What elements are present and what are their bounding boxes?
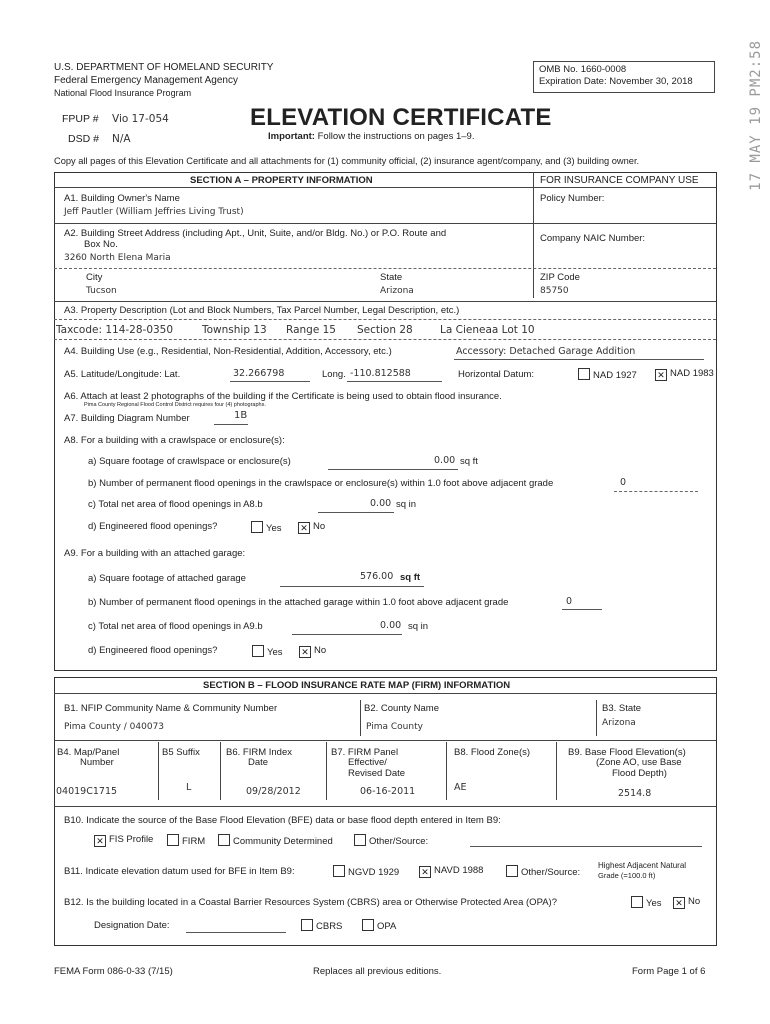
a8c-value[interactable]: 0.00 (370, 498, 392, 509)
a8d-no-checkbox[interactable] (298, 522, 310, 534)
a8b-label: b) Number of permanent flood openings in the crawlspace or enclosure(s) within 1.0 foot above adjacent grade (88, 478, 554, 489)
important-note (268, 131, 474, 142)
a3-township[interactable]: Township 13 (202, 324, 267, 336)
b10-fis-option[interactable] (94, 834, 153, 847)
b11-note-line2: Grade (=100.0 ft) (598, 871, 656, 880)
a8b-value[interactable]: 0 (620, 477, 627, 488)
form-number: FEMA Form 086-0-33 (7/15) (54, 966, 173, 977)
nad1983-label: NAD 1983 (670, 368, 714, 379)
b10-firm-label: FIRM (182, 836, 206, 847)
b8-label: B8. Flood Zone(s) (454, 747, 531, 758)
b11-other-option[interactable] (506, 865, 580, 878)
fpup-value: Vio 17-054 (112, 113, 169, 125)
a2-street-address[interactable]: 3260 North Elena Maria (64, 253, 171, 263)
opa-label: OPA (377, 921, 397, 932)
a3-range[interactable]: Range 15 (286, 324, 336, 336)
a9a-label: a) Square footage of attached garage (88, 573, 246, 584)
important-label: Important: (268, 131, 315, 142)
b11-other-label: Other/Source: (521, 867, 581, 878)
b9-label-cont1: (Zone AO, use Base (596, 757, 682, 768)
a8c-label: c) Total net area of flood openings in A8.b (88, 499, 263, 510)
b10-firm-option[interactable] (167, 834, 205, 847)
section-a-title: SECTION A – PROPERTY INFORMATION (190, 175, 373, 186)
b12-label: B12. Is the building located in a Coastal Barrier Resources System (CBRS) area or Otherwise Protected Area (OPA)? (64, 897, 557, 908)
a9d-yes-label: Yes (267, 647, 283, 658)
a9b-value[interactable]: 0 (566, 596, 573, 607)
a5-datum-label: Horizontal Datum: (458, 369, 535, 380)
b4-label-cont: Number (80, 757, 114, 768)
b12-yes-checkbox[interactable] (631, 896, 643, 908)
a8c-unit: sq in (396, 499, 417, 510)
a9c-value[interactable]: 0.00 (380, 620, 402, 631)
b7-label: B7. FIRM Panel (331, 747, 399, 758)
b10-firm-checkbox[interactable] (167, 834, 179, 846)
b9-label-cont2: Flood Depth) (612, 768, 667, 779)
a3-label: A3. Property Description (Lot and Block Numbers, Tax Parcel Number, Legal Description, etc.) (64, 305, 460, 316)
a8d-no-label: No (313, 521, 326, 532)
received-stamp: 17 MAY 19 PM2:58 (748, 40, 764, 191)
nad1927-checkbox[interactable] (578, 368, 590, 380)
nad1983-option[interactable] (655, 368, 714, 381)
a9d-no-checkbox[interactable] (299, 646, 311, 658)
cbrs-option[interactable] (301, 919, 342, 932)
expiration-date: Expiration Date: November 30, 2018 (539, 76, 693, 87)
agency-name: U.S. DEPARTMENT OF HOMELAND SECURITY (54, 62, 274, 73)
b10-other-checkbox[interactable] (354, 834, 366, 846)
a3-taxcode[interactable]: Taxcode: 114-28-0350 (56, 324, 174, 336)
b2-label: B2. County Name (364, 703, 439, 714)
a9a-unit: sq ft (400, 572, 421, 583)
a4-building-use[interactable]: Accessory: Detached Garage Addition (456, 346, 636, 357)
a9c-unit: sq in (408, 621, 429, 632)
nad1983-checkbox[interactable] (655, 369, 667, 381)
a8a-label: a) Square footage of crawlspace or enclosure(s) (88, 456, 291, 467)
replaces-note: Replaces all previous editions. (313, 966, 442, 977)
opa-checkbox[interactable] (362, 919, 374, 931)
fpup-label: FPUP # (62, 113, 99, 125)
b10-label: B10. Indicate the source of the Base Flood Elevation (BFE) data or base flood depth entered in Item B9: (64, 815, 501, 826)
a3-section[interactable]: Section 28 (357, 324, 413, 336)
naic-label: Company NAIC Number: (540, 233, 646, 244)
a9a-value[interactable]: 576.00 (360, 571, 394, 582)
a3-lot[interactable]: La Cieneaa Lot 10 (440, 324, 535, 336)
a5-longitude[interactable]: -110.812588 (350, 368, 411, 379)
nad1927-option[interactable] (578, 368, 637, 381)
b11-other-checkbox[interactable] (506, 865, 518, 877)
b6-label: B6. FIRM Index (226, 747, 292, 758)
omb-number: OMB No. 1660-0008 (539, 64, 627, 75)
b5-label: B5 Suffix (162, 747, 200, 758)
b10-community-checkbox[interactable] (218, 834, 230, 846)
state-value[interactable]: Arizona (380, 286, 414, 296)
b6-firm-index-date[interactable]: 09/28/2012 (246, 786, 301, 797)
a9c-label: c) Total net area of flood openings in A9.b (88, 621, 263, 632)
a9b-label: b) Number of permanent flood openings in the attached garage within 1.0 foot above adjacent grade (88, 597, 509, 608)
b7-label-cont2: Revised Date (348, 768, 406, 779)
page-number: Form Page 1 of 6 (632, 966, 706, 977)
cbrs-label: CBRS (316, 921, 343, 932)
b2-county[interactable]: Pima County (366, 722, 423, 732)
zip-value[interactable]: 85750 (540, 286, 569, 296)
b11-ngvd-checkbox[interactable] (333, 865, 345, 877)
a1-owner-name[interactable]: Jeff Pautler (William Jeffries Living Trust) (64, 207, 244, 217)
b1-community[interactable]: Pima County / 040073 (64, 722, 165, 732)
b11-navd-label: NAVD 1988 (434, 865, 484, 876)
b7-label-cont1: Effective/ (348, 757, 387, 768)
a2-label-cont: Box No. (84, 239, 118, 250)
a9-label: A9. For a building with an attached garage: (64, 548, 246, 559)
a8d-yes-checkbox[interactable] (251, 521, 263, 533)
dsd-value: N/A (112, 133, 131, 145)
a2-label: A2. Building Street Address (including Apt., Unit, Suite, and/or Bldg. No.) or P.O. Route and (64, 228, 447, 239)
b3-label: B3. State (602, 703, 642, 714)
a4-label: A4. Building Use (e.g., Residential, Non-Residential, Addition, Accessory, etc.) (64, 346, 392, 357)
a5-label: A5. Latitude/Longitude: Lat. (64, 369, 181, 380)
b9-base-flood-elevation[interactable]: 2514.8 (618, 788, 652, 799)
a1-label: A1. Building Owner's Name (64, 193, 180, 204)
b12-yes-label: Yes (646, 898, 662, 909)
a8a-value[interactable]: 0.00 (434, 455, 456, 466)
a7-diagram-number[interactable]: 1B (234, 410, 248, 421)
a9d-yes-option[interactable] (252, 645, 283, 658)
b10-community-label: Community Determined (233, 836, 333, 847)
b5-suffix[interactable]: L (186, 782, 192, 793)
b10-other-label: Other/Source: (369, 836, 429, 847)
a6-label: A6. Attach at least 2 photographs of the building if the Certificate is being used to obtain flood insurance. (64, 391, 502, 402)
b6-label-cont: Date (248, 757, 269, 768)
b9-label: B9. Base Flood Elevation(s) (568, 747, 686, 758)
designation-date-label: Designation Date: (94, 920, 170, 931)
state-label: State (380, 272, 403, 283)
dsd-label: DSD # (68, 133, 99, 145)
b7-revised-date[interactable]: 06-16-2011 (360, 786, 416, 797)
important-text: Follow the instructions on pages 1–9. (317, 131, 475, 142)
b11-ngvd-label: NGVD 1929 (348, 867, 400, 878)
b1-label: B1. NFIP Community Name & Community Number (64, 703, 278, 714)
b3-state[interactable]: Arizona (602, 718, 636, 728)
a5-latitude[interactable]: 32.266798 (233, 368, 285, 379)
a9d-no-option[interactable] (299, 645, 326, 658)
insurance-use-header: FOR INSURANCE COMPANY USE (540, 175, 699, 186)
nad1927-label: NAD 1927 (593, 370, 637, 381)
b12-no-label: No (688, 896, 701, 907)
b10-community-option[interactable] (218, 834, 333, 847)
b11-navd-option[interactable] (419, 865, 483, 878)
b10-fis-label: FIS Profile (109, 834, 154, 845)
b11-navd-checkbox[interactable] (419, 866, 431, 878)
a8d-no-option[interactable] (298, 521, 325, 534)
program-name: National Flood Insurance Program (54, 88, 192, 98)
section-b-title: SECTION B – FLOOD INSURANCE RATE MAP (FIRM) INFORMATION (203, 680, 511, 691)
opa-option[interactable] (362, 919, 396, 932)
a8d-yes-label: Yes (266, 523, 282, 534)
a8d-yes-option[interactable] (251, 521, 282, 534)
a8-label: A8. For a building with a crawlspace or enclosure(s): (64, 435, 285, 446)
document-title: ELEVATION CERTIFICATE (250, 104, 552, 131)
zip-label: ZIP Code (540, 272, 580, 283)
a8d-label: d) Engineered flood openings? (88, 521, 218, 532)
policy-number-label: Policy Number: (540, 193, 605, 204)
a9d-label: d) Engineered flood openings? (88, 645, 218, 656)
cbrs-checkbox[interactable] (301, 919, 313, 931)
b12-no-checkbox[interactable] (673, 897, 685, 909)
b11-label: B11. Indicate elevation datum used for BFE in Item B9: (64, 866, 295, 877)
city-value[interactable]: Tucson (86, 286, 117, 296)
b11-ngvd-option[interactable] (333, 865, 399, 878)
agency-subname: Federal Emergency Management Agency (54, 75, 238, 86)
city-label: City (86, 272, 103, 283)
a6-note: Pima County Regional Flood Control District requires four (4) photographs. (84, 402, 266, 408)
b4-label: B4. Map/Panel (57, 747, 120, 758)
a9d-yes-checkbox[interactable] (252, 645, 264, 657)
a8a-unit: sq ft (460, 456, 478, 467)
b11-note-line1: Highest Adjacent Natural (598, 861, 687, 870)
a7-label: A7. Building Diagram Number (64, 413, 190, 424)
b12-no-option[interactable] (673, 896, 700, 909)
a9d-no-label: No (314, 645, 327, 656)
b12-yes-option[interactable] (631, 896, 662, 909)
b4-map-panel[interactable]: 04019C1715 (56, 786, 118, 797)
b8-flood-zone[interactable]: AE (454, 782, 467, 793)
b10-other-option[interactable] (354, 834, 428, 847)
b10-fis-checkbox[interactable] (94, 835, 106, 847)
copy-instructions: Copy all pages of this Elevation Certificate and all attachments for (1) community official, (2) insurance agent/company, and (3) building owner. (54, 156, 640, 166)
a5-long-label: Long. (322, 369, 346, 380)
